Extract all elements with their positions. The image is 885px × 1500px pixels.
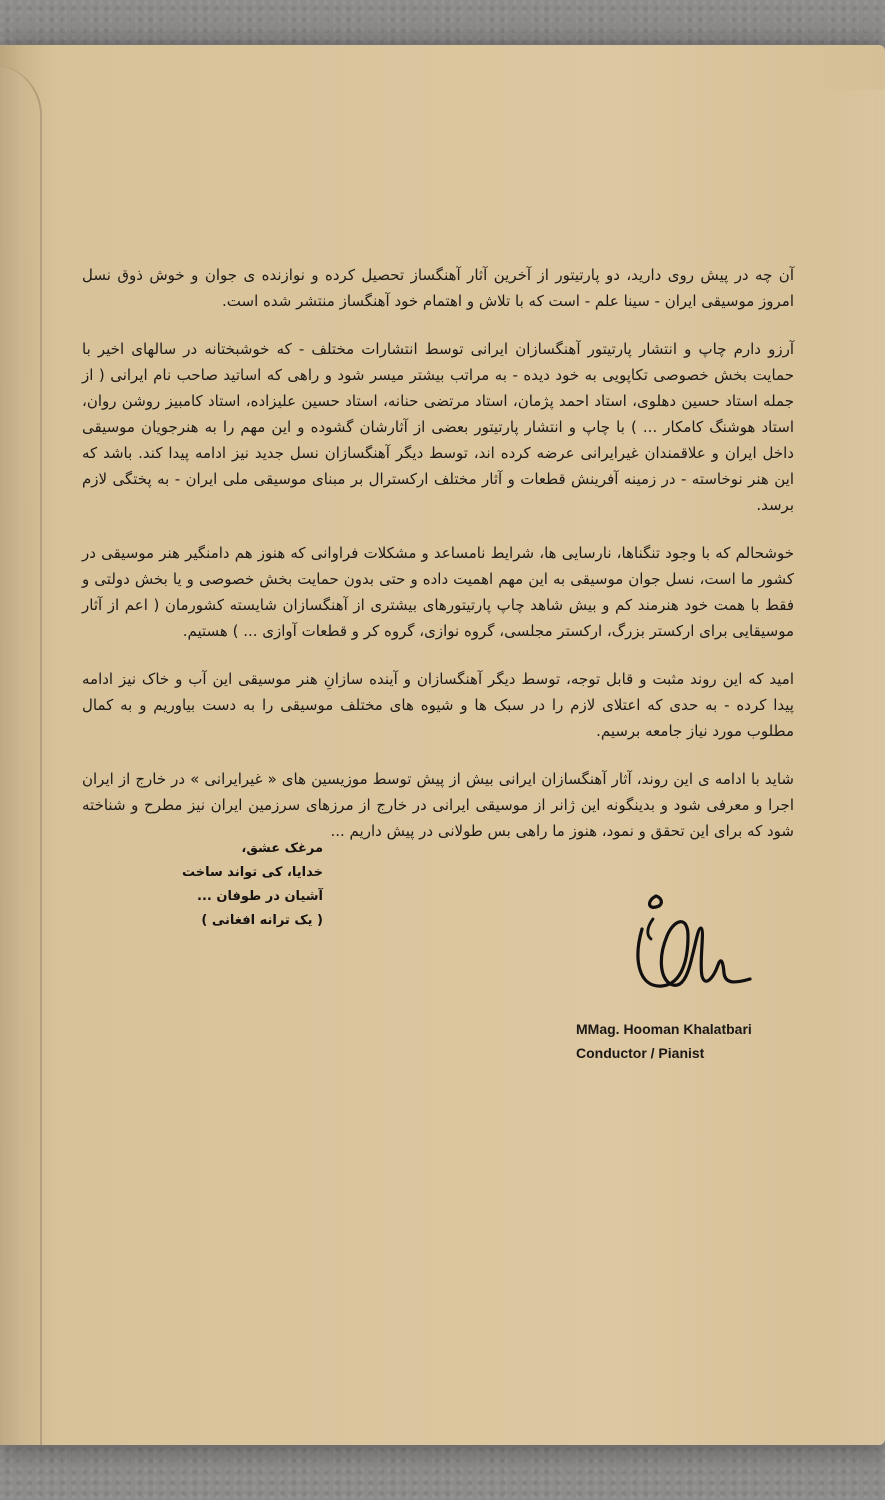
paragraph-1: آن چه در پیش روی دارید، دو پارتیتور از آخرین آثار آهنگساز تحصیل کرده و نوازنده ی جوان و خوش ذوق نسل امروز موسیقی ایران - سینا علم - است که با تلاش و اهتمام خود آهنگساز منتشر شده است. bbox=[82, 266, 794, 310]
page-lighting bbox=[815, 90, 885, 1445]
poem-line-2: خدایا، کی تواند ساخت bbox=[181, 865, 323, 880]
paragraph-5: شاید با ادامه ی این روند، آثار آهنگسازان ایرانی بیش از پیش توسط موزیسین های « غیرایرانی » در خارج از ایران اجرا و معرفی شود و بدینگونه این ژانر از موسیقی ایرانی در خارج از مرزهای سرزمین ایران نیز مطرح و شناخته شود که برای این تحقق و نمود، هنوز ما راهی بس طولانی در پیش داریم ... bbox=[82, 770, 794, 840]
paragraph-4: امید که این روند مثبت و قابل توجه، توسط دیگر آهنگسازان و آینده سازانِ هنر موسیقی این آب و خاک نیز ادامه پیدا کرده - به حدی که اعتلای لازم را در سبک ها و شیوه های مختلف موسیقی را به دست بیاوریم و به کمال مطلوب مورد نیاز جامعه برسیم. bbox=[82, 670, 794, 740]
signer-block bbox=[576, 1017, 752, 1065]
poem-line-3: آشیان در طوفان ... bbox=[197, 889, 323, 904]
paragraph-3: خوشحالم که با وجود تنگناها، نارسایی ها، شرایط نامساعد و مشکلات فراوانی که هنوز هم دامنگیر هنر موسیقی در کشور ما است، نسل جوان موسیقی به این مهم اهمیت داده و حتی بدون حمایت بخش خصوصی و یا بخش دولتی و فقط با همت خود هنرمند کم و بیش شاهد چاپ پارتیتورهای بیشتری از آهنگسازان شایسته کشورمان ( اعم از آثار موسیقایی برای ارکستر بزرگ، ارکستر مجلسی، گروه نوازی، گروه کر و قطعات آوازی ... ) هستیم. bbox=[82, 544, 794, 640]
book-spine-curve bbox=[0, 65, 42, 1445]
poem-line-4: ( یک ترانه افغانی ) bbox=[201, 913, 323, 928]
handwritten-signature bbox=[612, 885, 757, 995]
poem-line-1: مرغک عشق، bbox=[241, 841, 323, 856]
preface-text bbox=[82, 262, 794, 866]
signer-title: Conductor / Pianist bbox=[576, 1045, 705, 1061]
poem-quote bbox=[178, 837, 323, 933]
paragraph-2: آرزو دارم چاپ و انتشار پارتیتور آهنگسازان ایرانی توسط انتشارات مختلف - که خوشبختانه در سالهای اخیر با حمایت بخش خصوصی تکاپویی به خود دیده - به مراتب بیشتر میسر شود و راهی که اساتید صاحب نام ایرانی ( از جمله استاد حسین دهلوی، استاد احمد پژمان، استاد مرتضی حنانه، استاد حسین علیزاده، استاد کامبیز روشن روان، استاد هوشنگ کامکار ... ) با چاپ و انتشار پارتیتور بعضی از آثارشان گشوده و این مهم را به هنرجویان موسیقی داخل ایران و علاقمندان غیرایرانی عرضه کرده اند، توسط دیگر آهنگسازان نسل جدید نیز ادامه پیدا کند. باشد که این هنر نوخاسته - در زمینه آفرینش قطعات و آثار مختلف ارکسترال بر مبنای موسیقی ملی ایران - به پختگی لازم برسد. bbox=[82, 340, 794, 514]
signer-name: MMag. Hooman Khalatbari bbox=[576, 1021, 752, 1037]
